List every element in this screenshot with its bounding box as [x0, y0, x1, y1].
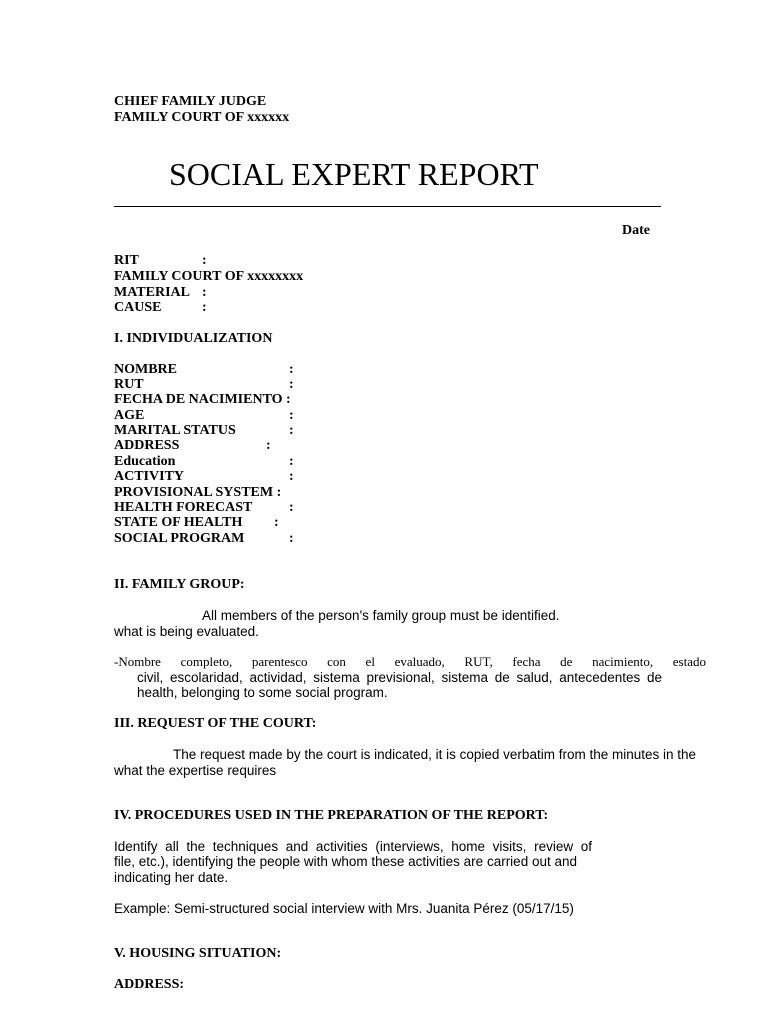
housing-address-label: ADDRESS:: [114, 977, 185, 992]
procedures-paragraph-line-3: indicating her date.: [114, 870, 229, 885]
section-heading-procedures: IV. PROCEDURES USED IN THE PREPARATION OF THE REPORT:: [114, 808, 549, 823]
field-label: SOCIAL PROGRAM: [114, 531, 245, 546]
family-group-list-line-3: health, belonging to some social program.: [137, 685, 388, 700]
field-colon: :: [266, 438, 271, 453]
field-label: CAUSE: [114, 300, 162, 315]
field-colon: :: [289, 454, 294, 469]
field-label: FAMILY COURT OF xxxxxxxx: [114, 269, 304, 284]
addressee-line-2: FAMILY COURT OF xxxxxx: [114, 110, 290, 125]
field-colon: :: [289, 408, 294, 423]
title-divider: [114, 206, 661, 207]
section-heading-individualization: I. INDIVIDUALIZATION: [114, 331, 273, 346]
field-label: FECHA DE NACIMIENTO :: [114, 392, 291, 407]
field-colon: :: [289, 531, 294, 546]
request-paragraph-line-2: what the expertise requires: [114, 763, 277, 778]
addressee-line-1: CHIEF FAMILY JUDGE: [114, 94, 267, 109]
field-label: Education: [114, 454, 176, 469]
field-colon: :: [274, 515, 279, 530]
field-label: RIT: [114, 253, 139, 268]
procedures-paragraph-line-2: file, etc.), identifying the people with whom these activities are carried out and: [114, 854, 577, 869]
field-label: NOMBRE: [114, 362, 177, 377]
request-paragraph-line-1: The request made by the court is indicated, it is copied verbatim from the minutes in the: [173, 747, 697, 762]
family-group-paragraph-line-2: what is being evaluated.: [114, 624, 259, 639]
family-group-paragraph-line-1: All members of the person's family group must be identified.: [202, 608, 560, 623]
field-label: RUT: [114, 377, 144, 392]
field-label: HEALTH FORECAST: [114, 500, 253, 515]
field-colon: :: [202, 253, 207, 268]
field-colon: :: [202, 285, 207, 300]
family-group-list-line-2: civil, escolaridad, actividad, sistema previsional, sistema de salud, antecedentes de: [137, 670, 662, 685]
field-label: STATE OF HEALTH: [114, 515, 243, 530]
field-colon: :: [289, 423, 294, 438]
section-heading-housing: V. HOUSING SITUATION:: [114, 946, 282, 961]
field-colon: :: [289, 469, 294, 484]
field-colon: :: [289, 500, 294, 515]
procedures-paragraph-line-1: Identify all the techniques and activities (interviews, home visits, review of: [114, 839, 592, 854]
field-label: MARITAL STATUS: [114, 423, 236, 438]
family-group-list-line-1: -Nombre completo, parentesco con el evaluado, RUT, fecha de nacimiento, estado: [114, 654, 706, 669]
field-label: MATERIAL: [114, 285, 190, 300]
field-colon: :: [289, 377, 294, 392]
section-heading-family-group: II. FAMILY GROUP:: [114, 577, 245, 592]
field-label: PROVISIONAL SYSTEM :: [114, 485, 282, 500]
field-label: ACTIVITY: [114, 469, 185, 484]
field-label: AGE: [114, 408, 145, 423]
section-heading-request-of-court: III. REQUEST OF THE COURT:: [114, 716, 317, 731]
report-title: SOCIAL EXPERT REPORT: [169, 156, 539, 192]
field-colon: :: [289, 362, 294, 377]
field-colon: :: [202, 300, 207, 315]
field-label: ADDRESS: [114, 438, 180, 453]
procedures-example: Example: Semi-structured social interview with Mrs. Juanita Pérez (05/17/15): [114, 901, 574, 916]
date-label: Date: [622, 223, 650, 238]
